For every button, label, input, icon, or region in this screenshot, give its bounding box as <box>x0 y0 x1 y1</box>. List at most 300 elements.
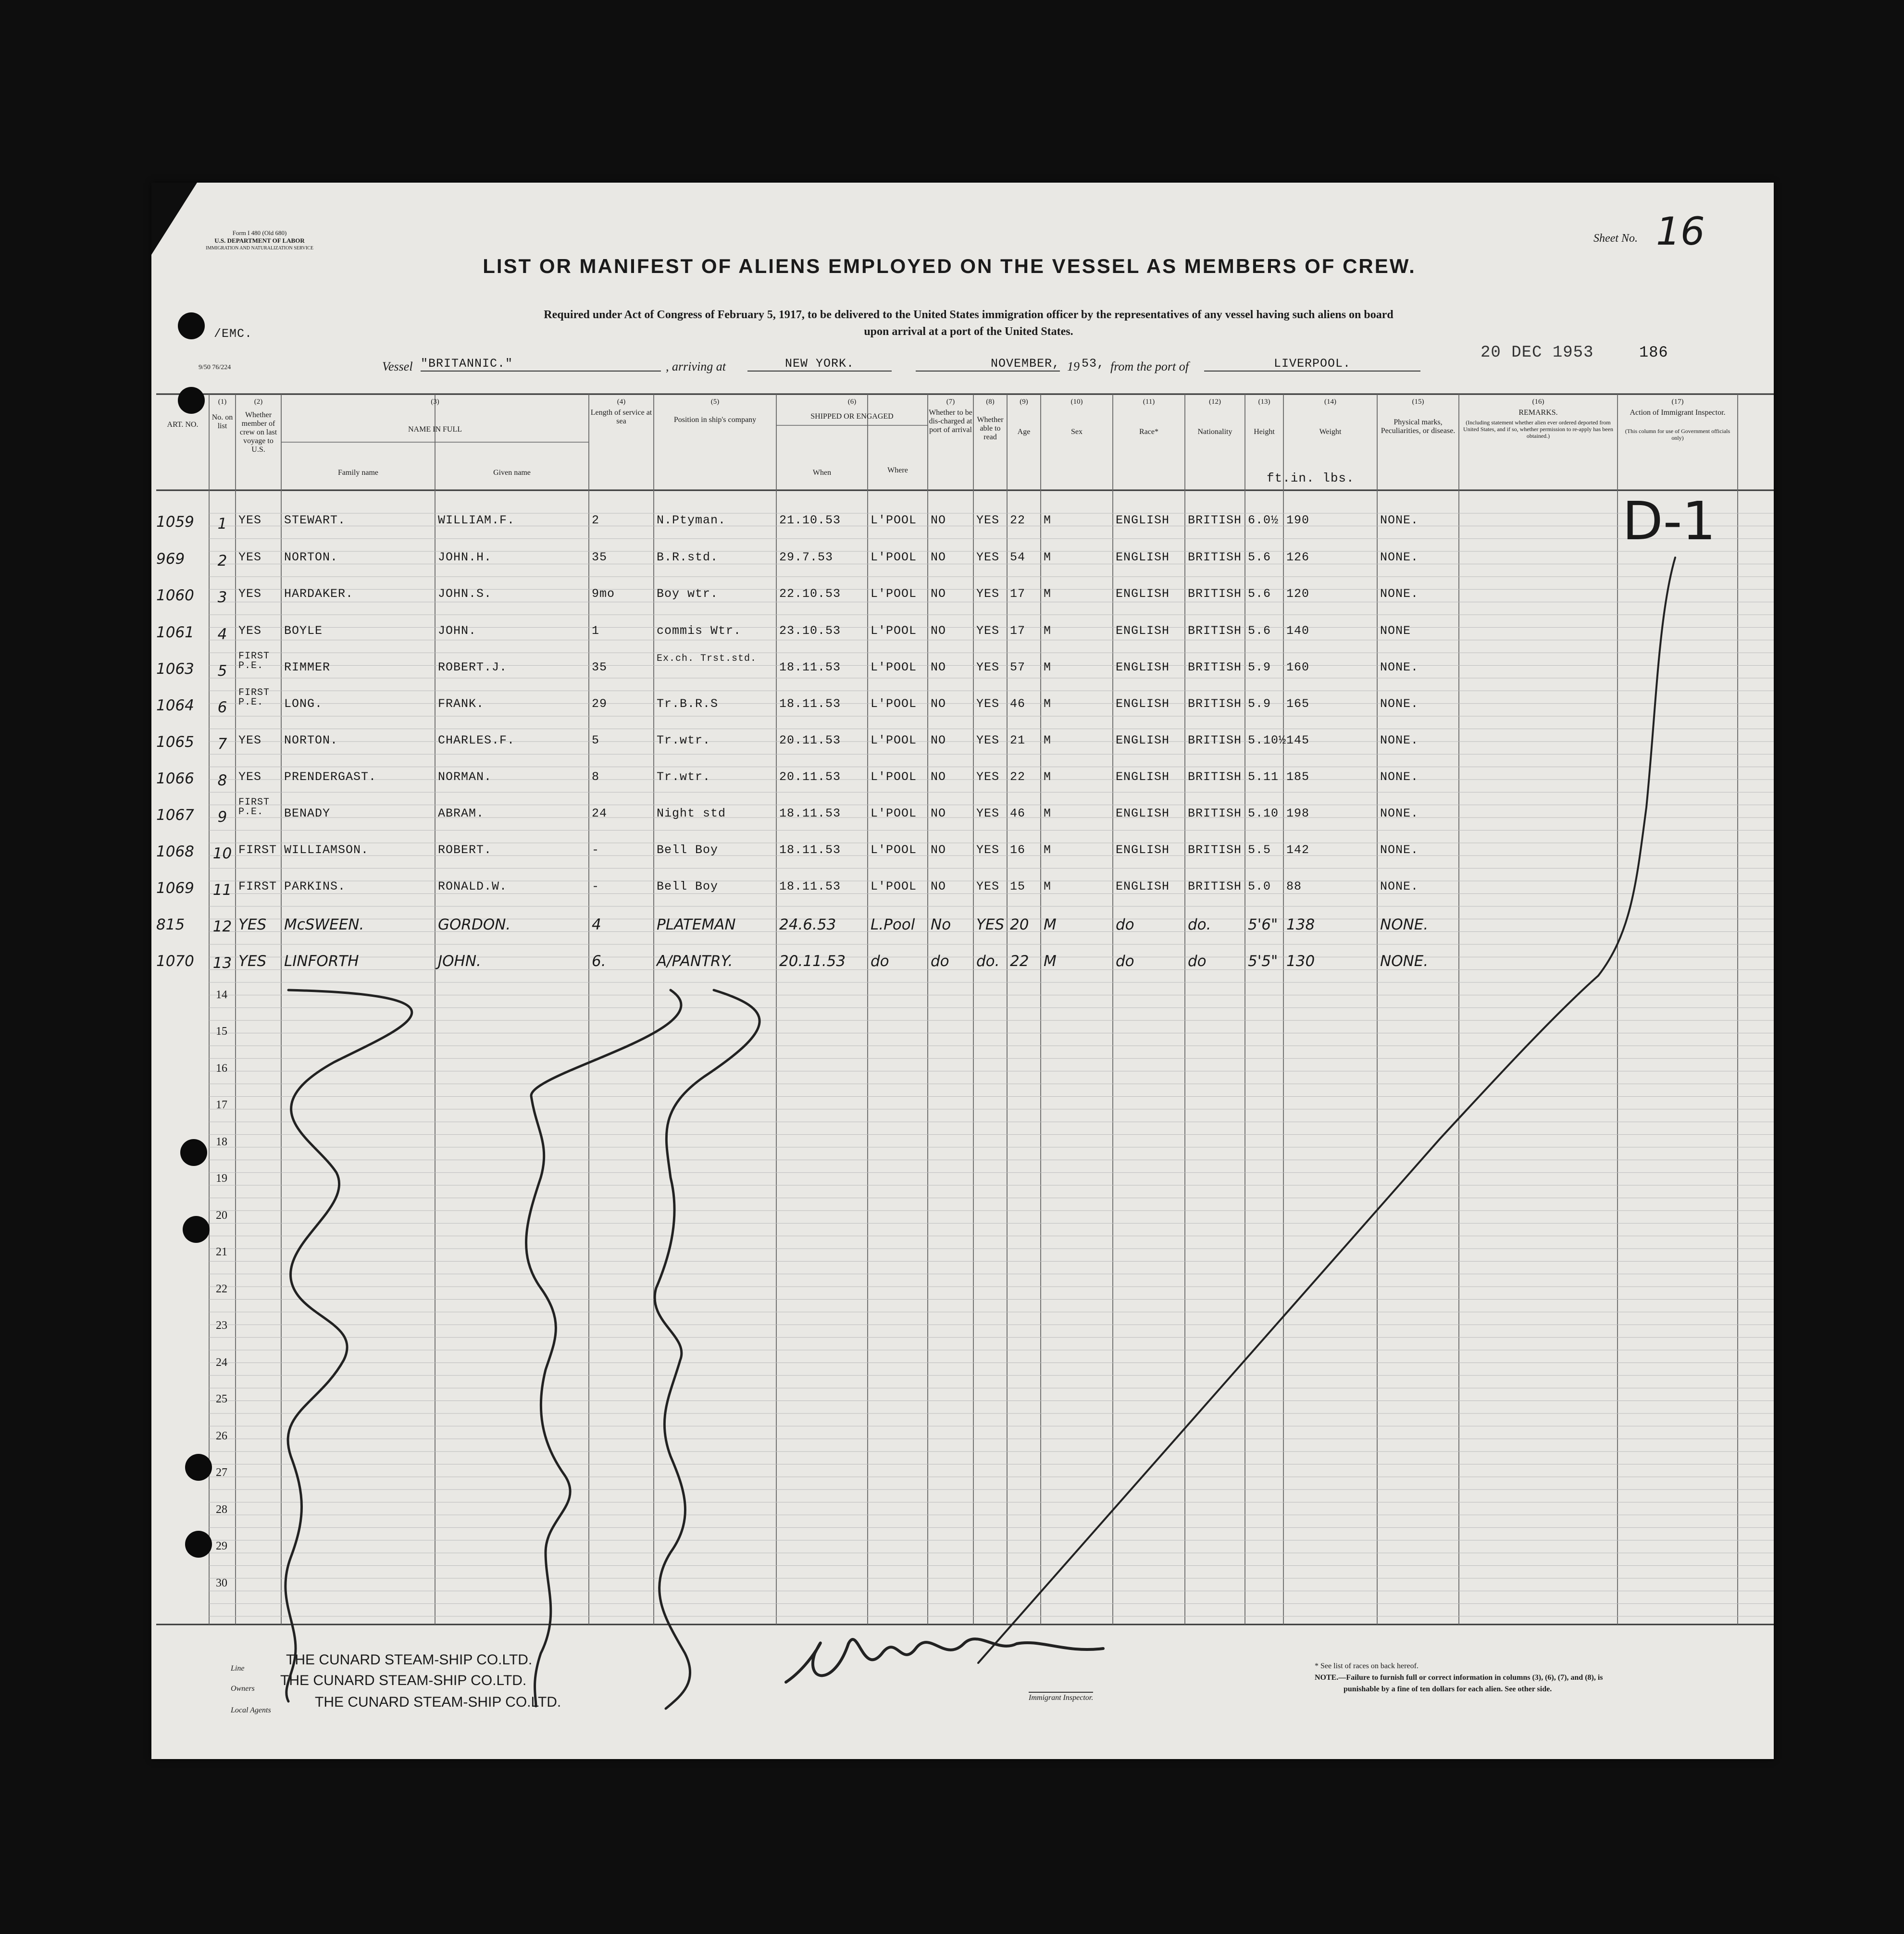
cell-no: 9 <box>217 808 227 826</box>
cell-art: 815 <box>156 916 185 933</box>
agents-value: THE CUNARD STEAM-SHIP CO.LTD. <box>315 1694 561 1710</box>
column-number: (15) <box>1412 398 1424 406</box>
cell-service: 35 <box>592 660 608 674</box>
cell-weight: 138 <box>1286 916 1315 933</box>
cell-art: 1069 <box>156 880 194 897</box>
cell-age: 22 <box>1010 953 1029 970</box>
cell-age: 54 <box>1010 550 1026 564</box>
cell-race: do <box>1116 916 1134 933</box>
blank-row-number: 26 <box>216 1429 227 1442</box>
cell-discharge: NO <box>931 843 946 857</box>
cell-art: 1068 <box>156 843 194 860</box>
footer-notes <box>1315 1661 1603 1695</box>
cell-discharge: NO <box>931 806 946 820</box>
cell-when: 18.11.53 <box>779 806 841 820</box>
cell-weight: 198 <box>1286 806 1310 820</box>
column-number: (16) <box>1532 398 1544 406</box>
column-header-c7: Whether to be dis-charged at port of arrival <box>929 409 972 434</box>
cell-sex: M <box>1044 550 1052 564</box>
penalty-note-2: punishable by a fine of ten dollars for each alien. See other side. <box>1344 1685 1552 1693</box>
column-header-c2: Whether member of crew on last voyage to U.S. <box>239 411 277 454</box>
cell-where: L'POOL <box>871 770 917 784</box>
blank-row-number: 25 <box>216 1393 227 1405</box>
cell-weight: 190 <box>1286 513 1310 527</box>
cell-family: BOYLE <box>284 623 323 638</box>
cell-when: 20.11.53 <box>779 770 841 784</box>
cell-family: BENADY <box>284 806 331 820</box>
blank-row-number: 30 <box>216 1576 227 1589</box>
binder-hole <box>180 1139 207 1166</box>
cell-family: WILLIAMSON. <box>284 843 369 857</box>
cell-sex: M <box>1044 513 1052 527</box>
cell-age: 46 <box>1010 806 1026 820</box>
column-header-name: NAME IN FULL <box>408 425 462 434</box>
column-header-c9: Age <box>1017 428 1031 436</box>
cell-when: 29.7.53 <box>779 550 834 564</box>
inspector-label: Immigrant Inspector. <box>1029 1692 1093 1702</box>
cell-position: B.R.std. <box>657 550 719 564</box>
column-number: (7) <box>946 398 955 406</box>
cell-age: 17 <box>1010 623 1026 638</box>
cell-art: 1067 <box>156 806 194 824</box>
cell-height: 5.5 <box>1248 843 1271 857</box>
cell-height: 5.0 <box>1248 880 1271 893</box>
cell-sex: M <box>1044 587 1052 601</box>
cell-sex: M <box>1044 843 1052 857</box>
cell-height: 5.6 <box>1248 587 1271 601</box>
cell-no: 4 <box>217 625 227 643</box>
cell-family: STEWART. <box>284 513 346 527</box>
line-label: Line <box>231 1664 245 1673</box>
cell-discharge: do <box>931 953 949 970</box>
column-number: (13) <box>1258 398 1270 406</box>
cell-service: 5 <box>592 733 600 747</box>
sheet-number: 16 <box>1656 209 1705 254</box>
cell-sex: M <box>1044 880 1052 893</box>
cell-weight: 160 <box>1286 660 1310 674</box>
cell-weight: 145 <box>1286 733 1310 747</box>
cell-no: 8 <box>217 772 227 789</box>
cell-position: Ex.ch. Trst.std. <box>657 653 757 664</box>
cell-race: ENGLISH <box>1116 806 1170 820</box>
cell-nationality: do <box>1188 953 1207 970</box>
column-header-c1: No. on list <box>212 413 233 430</box>
cell-race: ENGLISH <box>1116 843 1170 857</box>
cell-position: Boy wtr. <box>657 587 719 601</box>
cell-given: ROBERT. <box>438 843 492 857</box>
cell-last: YES <box>238 770 262 784</box>
cell-discharge: NO <box>931 623 946 638</box>
binder-hole <box>185 1531 212 1558</box>
column-header-c17: Action of Immigrant Inspector. <box>1630 409 1726 417</box>
blank-row-number: 22 <box>216 1282 227 1295</box>
date-stamp: 20 DEC 1953 <box>1481 344 1594 362</box>
cell-last: YES <box>238 513 262 527</box>
cell-race: ENGLISH <box>1116 587 1170 601</box>
year-prefix: 19 <box>1067 360 1080 373</box>
cell-read: YES <box>976 770 1000 784</box>
cell-read: YES <box>976 660 1000 674</box>
column-number: (14) <box>1324 398 1336 406</box>
cell-marks: NONE. <box>1380 806 1419 820</box>
cell-no: 7 <box>217 735 227 753</box>
cell-marks: NONE <box>1380 623 1411 638</box>
column-subheader-remarks: (Including statement whether alien ever ordered deported from United States, and if so, whether permission to re-apply has been obtained.) <box>1463 419 1613 439</box>
blank-row-number: 16 <box>216 1062 227 1075</box>
cell-read: do. <box>976 953 1000 970</box>
cell-where: do <box>871 953 889 970</box>
cell-no: 11 <box>212 881 232 899</box>
cell-race: ENGLISH <box>1116 550 1170 564</box>
cell-given: JOHN. <box>438 953 481 970</box>
cell-height: 5'6" <box>1248 916 1278 933</box>
cell-marks: NONE. <box>1380 550 1419 564</box>
cell-service: 1 <box>592 623 600 638</box>
manifest-sheet <box>151 183 1774 1759</box>
cell-sex: M <box>1044 916 1057 933</box>
cell-discharge: NO <box>931 880 946 893</box>
cell-race: ENGLISH <box>1116 880 1170 893</box>
cell-height: 5.6 <box>1248 623 1271 638</box>
cell-read: YES <box>976 550 1000 564</box>
blank-row-number: 19 <box>216 1172 227 1185</box>
cell-given: RONALD.W. <box>438 880 508 893</box>
cell-height: 5.11 <box>1248 770 1279 784</box>
cell-when: 18.11.53 <box>779 880 841 893</box>
race-note: * See list of races on back hereof. <box>1315 1662 1419 1670</box>
column-header-c4: Length of service at sea <box>590 409 652 425</box>
cell-where: L'POOL <box>871 660 917 674</box>
blank-row-number: 20 <box>216 1209 227 1222</box>
cell-discharge: NO <box>931 550 946 564</box>
cell-age: 57 <box>1010 660 1026 674</box>
column-header-c16: REMARKS. <box>1518 409 1558 417</box>
cell-position: Bell Boy <box>657 880 719 893</box>
cell-given: JOHN.S. <box>438 587 492 601</box>
cell-art: 1070 <box>156 953 194 970</box>
cell-sex: M <box>1044 660 1052 674</box>
cell-when: 23.10.53 <box>779 623 841 638</box>
cell-where: L'POOL <box>871 513 917 527</box>
cell-art: 1065 <box>156 733 194 751</box>
blank-row-number: 18 <box>216 1135 227 1148</box>
cell-position: Tr.B.R.S <box>657 697 719 711</box>
column-header-c10: Sex <box>1071 428 1083 436</box>
cell-read: YES <box>976 880 1000 893</box>
blank-row-number: 27 <box>216 1466 227 1479</box>
owners-label: Owners <box>231 1685 255 1693</box>
reference: 9/50 76/224 <box>199 364 231 371</box>
cell-sex: M <box>1044 806 1052 820</box>
cell-where: L.Pool <box>871 916 915 933</box>
cell-sex: M <box>1044 770 1052 784</box>
sheet-label: Sheet No. <box>1593 232 1638 245</box>
cell-where: L'POOL <box>871 550 917 564</box>
cell-where: L'POOL <box>871 806 917 820</box>
cell-height: 5.6 <box>1248 550 1271 564</box>
service-name: IMMIGRATION AND NATURALIZATION SERVICE <box>206 246 313 251</box>
cell-where: L'POOL <box>871 843 917 857</box>
cell-last: YES <box>238 916 267 933</box>
cell-read: YES <box>976 587 1000 601</box>
arrival-month: NOVEMBER, <box>916 357 1060 372</box>
cell-last: FIRST P.E. <box>238 687 270 708</box>
cell-given: CHARLES.F. <box>438 733 515 747</box>
cell-no: 12 <box>212 918 232 935</box>
column-number: (3) <box>431 398 439 406</box>
column-number: (1) <box>218 398 227 406</box>
cell-given: GORDON. <box>438 916 511 933</box>
cell-last: FIRST P.E. <box>238 651 270 671</box>
cell-height: 5.9 <box>1248 697 1271 711</box>
cell-family: LONG. <box>284 697 323 711</box>
cell-family: PRENDERGAST. <box>284 770 377 784</box>
column-number: (2) <box>254 398 263 406</box>
cell-nationality: BRITISH <box>1188 843 1242 857</box>
cell-sex: M <box>1044 697 1052 711</box>
cell-nationality: BRITISH <box>1188 733 1242 747</box>
cell-weight: 120 <box>1286 587 1310 601</box>
cell-marks: NONE. <box>1380 697 1419 711</box>
cell-when: 20.11.53 <box>779 953 846 970</box>
cell-when: 22.10.53 <box>779 587 841 601</box>
cell-no: 13 <box>212 955 232 972</box>
emc-mark: /EMC. <box>214 327 253 341</box>
cell-age: 22 <box>1010 770 1026 784</box>
cell-race: ENGLISH <box>1116 733 1170 747</box>
squiggle-given-name <box>526 990 681 1706</box>
binder-hole <box>183 1216 210 1243</box>
form-number: Form I 480 (Old 680) <box>232 229 287 236</box>
cell-family: NORTON. <box>284 550 338 564</box>
from-port-label: from the port of <box>1110 360 1189 373</box>
cell-race: ENGLISH <box>1116 770 1170 784</box>
cell-no: 10 <box>212 845 232 862</box>
column-number: (11) <box>1143 398 1155 406</box>
cell-when: 21.10.53 <box>779 513 841 527</box>
squiggle-family-name <box>286 990 412 1701</box>
cell-when: 24.6.53 <box>779 916 836 933</box>
cell-art: 1066 <box>156 770 194 787</box>
blank-row-number: 24 <box>216 1356 227 1369</box>
cell-no: 6 <box>217 699 227 716</box>
cell-position: commis Wtr. <box>657 623 742 638</box>
cell-marks: NONE. <box>1380 513 1419 527</box>
cell-when: 20.11.53 <box>779 733 841 747</box>
arriving-label: , arriving at <box>666 360 726 373</box>
cell-last: YES <box>238 550 262 564</box>
cell-weight: 165 <box>1286 697 1310 711</box>
cell-marks: NONE. <box>1380 660 1419 674</box>
cell-age: 46 <box>1010 697 1026 711</box>
cell-service: 24 <box>592 806 608 820</box>
cell-art: 1060 <box>156 587 194 604</box>
cell-where: L'POOL <box>871 733 917 747</box>
cell-read: YES <box>976 697 1000 711</box>
cell-nationality: BRITISH <box>1188 587 1242 601</box>
cell-marks: NONE. <box>1380 880 1419 893</box>
cell-last: YES <box>238 623 262 638</box>
cell-weight: 142 <box>1286 843 1310 857</box>
diagonal-line <box>978 976 1598 1663</box>
cell-art: 969 <box>156 550 185 568</box>
column-header-c15: Physical marks, Peculiarities, or disease. <box>1381 418 1456 435</box>
cell-position: PLATEMAN <box>657 916 736 933</box>
column-number: (5) <box>710 398 720 406</box>
cell-given: ABRAM. <box>438 806 485 820</box>
page-title: LIST OR MANIFEST OF ALIENS EMPLOYED ON THE VESSEL AS MEMBERS OF CREW. <box>483 255 1416 277</box>
column-number: (4) <box>617 398 626 406</box>
page-number: 186 <box>1639 344 1668 361</box>
cell-read: YES <box>976 843 1000 857</box>
cell-given: JOHN. <box>438 623 477 638</box>
cell-discharge: NO <box>931 733 946 747</box>
cell-sex: M <box>1044 733 1052 747</box>
cell-height: 6.0½ <box>1248 513 1279 527</box>
cell-age: 17 <box>1010 587 1026 601</box>
cell-race: ENGLISH <box>1116 660 1170 674</box>
binder-hole <box>178 387 205 414</box>
cell-marks: NONE. <box>1380 587 1419 601</box>
cell-given: WILLIAM.F. <box>438 513 515 527</box>
signature-scribble <box>786 1639 1103 1682</box>
subtitle-line-1: Required under Act of Congress of February 5, 1917, to be delivered to the United States immigration officer by the representatives of any vessel having such aliens on board <box>544 309 1394 321</box>
cell-family: McSWEEN. <box>284 916 364 933</box>
cell-family: RIMMER <box>284 660 331 674</box>
cell-art: 1064 <box>156 697 194 714</box>
cell-weight: 140 <box>1286 623 1310 638</box>
vessel-label: Vessel <box>382 360 413 373</box>
column-header-when: When <box>812 469 832 477</box>
column-number: (17) <box>1671 398 1684 406</box>
blank-row-number: 21 <box>216 1246 227 1258</box>
column-header-c13: Height <box>1254 428 1275 436</box>
cell-when: 18.11.53 <box>779 843 841 857</box>
cell-age: 20 <box>1010 916 1029 933</box>
cell-nationality: do. <box>1188 916 1211 933</box>
cell-art: 1059 <box>156 513 194 531</box>
cell-marks: NONE. <box>1380 916 1429 933</box>
cell-age: 15 <box>1010 880 1026 893</box>
cell-position: Night std <box>657 806 726 820</box>
cell-service: 9mo <box>592 587 615 601</box>
blank-row-number: 29 <box>216 1540 227 1552</box>
cell-family: NORTON. <box>284 733 338 747</box>
inspector-mark: D-1 <box>1622 490 1716 552</box>
height-weight-units: ft.in. lbs. <box>1267 471 1355 485</box>
cell-position: Tr.wtr. <box>657 733 711 747</box>
column-header-where: Where <box>887 466 908 474</box>
blank-row-number: 28 <box>216 1503 227 1516</box>
cell-weight: 185 <box>1286 770 1310 784</box>
cell-nationality: BRITISH <box>1188 697 1242 711</box>
cell-when: 18.11.53 <box>779 660 841 674</box>
cell-discharge: NO <box>931 513 946 527</box>
cell-marks: NONE. <box>1380 770 1419 784</box>
department: U.S. DEPARTMENT OF LABOR <box>214 237 305 244</box>
cell-art: 1063 <box>156 660 194 678</box>
cell-marks: NONE. <box>1380 953 1429 970</box>
owners-value: THE CUNARD STEAM-SHIP CO.LTD. <box>280 1673 527 1688</box>
column-header-c12: Nationality <box>1197 428 1232 436</box>
cell-service: 35 <box>592 550 608 564</box>
cell-height: 5'5" <box>1248 953 1278 970</box>
cell-given: NORMAN. <box>438 770 492 784</box>
cell-read: YES <box>976 513 1000 527</box>
cell-sex: M <box>1044 953 1057 970</box>
cell-weight: 126 <box>1286 550 1310 564</box>
cell-service: - <box>592 843 600 857</box>
cell-nationality: BRITISH <box>1188 550 1242 564</box>
column-header-family: Family name <box>338 469 378 477</box>
cell-weight: 88 <box>1286 880 1302 893</box>
departure-port: LIVERPOOL. <box>1204 357 1420 372</box>
cell-position: Tr.wtr. <box>657 770 711 784</box>
cell-weight: 130 <box>1286 953 1315 970</box>
subtitle-line-2: upon arrival at a port of the United States. <box>864 325 1073 338</box>
cell-no: 2 <box>217 552 227 570</box>
cell-where: L'POOL <box>871 623 917 638</box>
column-header-c11: Race* <box>1139 428 1158 436</box>
column-header-art_no: ART. NO. <box>167 421 199 429</box>
cell-discharge: NO <box>931 587 946 601</box>
vessel-name: "BRITANNIC." <box>421 357 661 372</box>
cell-discharge: NO <box>931 697 946 711</box>
blank-row-number: 17 <box>216 1099 227 1111</box>
cell-last: YES <box>238 733 262 747</box>
cell-position: N.Ptyman. <box>657 513 726 527</box>
column-number: (12) <box>1209 398 1221 406</box>
cell-discharge: No <box>931 916 951 933</box>
cell-nationality: BRITISH <box>1188 623 1242 638</box>
cell-no: 5 <box>217 662 227 680</box>
cell-family: PARKINS. <box>284 880 346 893</box>
cell-nationality: BRITISH <box>1188 660 1242 674</box>
cell-age: 22 <box>1010 513 1026 527</box>
cell-nationality: BRITISH <box>1188 880 1242 893</box>
column-number: (10) <box>1070 398 1083 406</box>
arrival-year: 53, <box>1082 357 1105 371</box>
cell-age: 21 <box>1010 733 1026 747</box>
cell-marks: NONE. <box>1380 843 1419 857</box>
cell-height: 5.9 <box>1248 660 1271 674</box>
column-header-shipped: SHIPPED OR ENGAGED <box>810 412 894 421</box>
cell-no: 1 <box>217 515 227 533</box>
cell-service: 6. <box>592 953 606 970</box>
cell-read: YES <box>976 733 1000 747</box>
cell-race: do <box>1116 953 1134 970</box>
inspector-vertical-line <box>1598 558 1675 976</box>
cell-where: L'POOL <box>871 880 917 893</box>
squiggle-position <box>655 990 759 1709</box>
cell-given: JOHN.H. <box>438 550 492 564</box>
cell-no: 3 <box>217 589 227 606</box>
cell-read: YES <box>976 806 1000 820</box>
cell-art: 1061 <box>156 623 194 641</box>
cell-when: 18.11.53 <box>779 697 841 711</box>
cell-family: HARDAKER. <box>284 587 354 601</box>
cell-last: FIRST P.E. <box>238 797 270 818</box>
penalty-note-1: NOTE.—Failure to furnish full or correct information in columns (3), (6), (7), and (8), is <box>1315 1674 1603 1682</box>
cell-position: A/PANTRY. <box>657 953 733 970</box>
cell-race: ENGLISH <box>1116 697 1170 711</box>
cell-last: FIRST <box>238 843 277 857</box>
column-header-c5: Position in ship's company <box>673 416 757 424</box>
blank-row-number: 15 <box>216 1025 227 1038</box>
cell-service: 4 <box>592 916 601 933</box>
blank-row-number: 23 <box>216 1319 227 1332</box>
cell-position: Bell Boy <box>657 843 719 857</box>
